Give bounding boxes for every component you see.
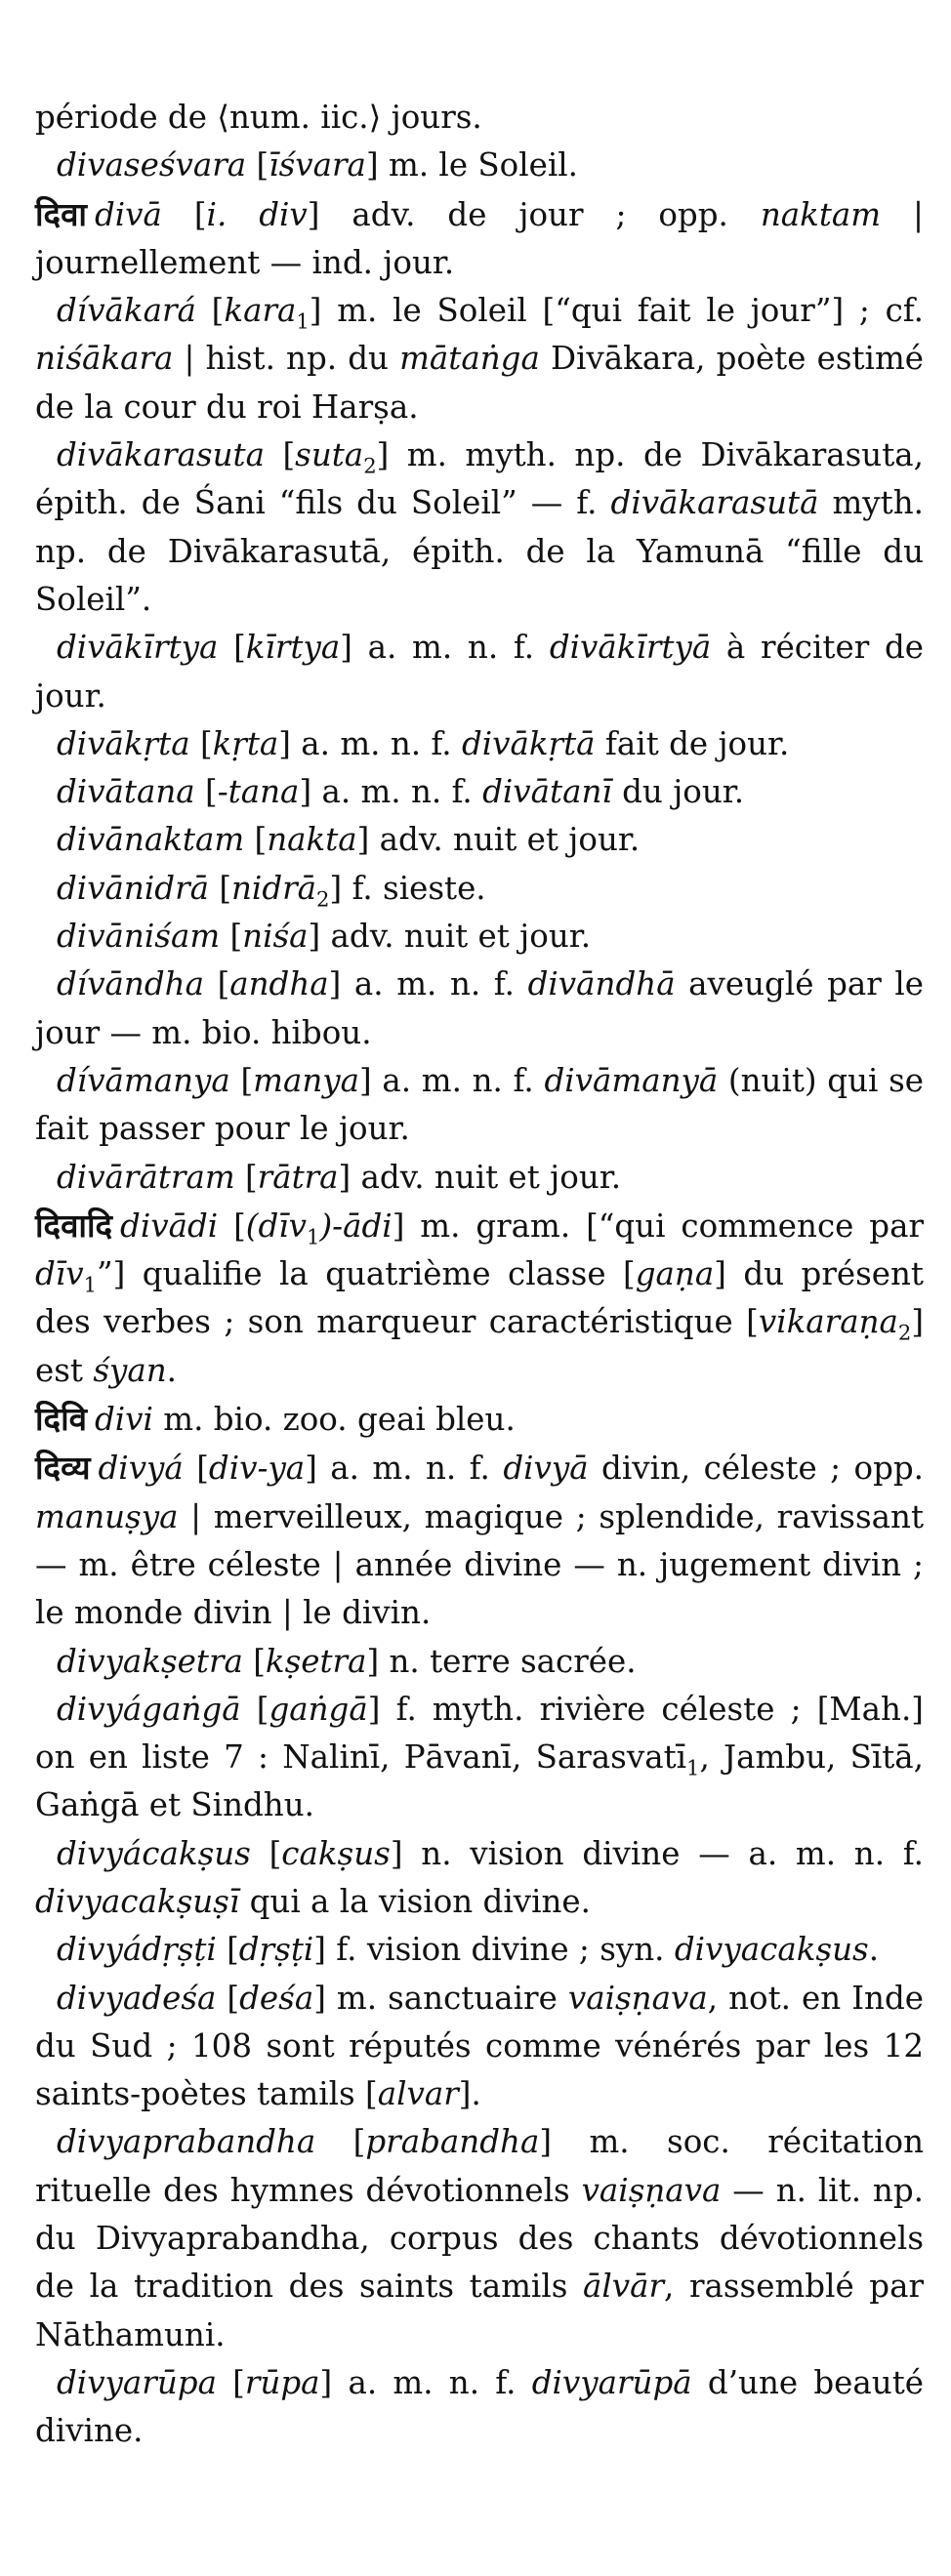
- entry-text: ] f. sieste.: [329, 869, 486, 907]
- entry-text: ] m. gram. [“qui commence par: [392, 1206, 924, 1245]
- entry-text: | hist. np. du: [173, 340, 400, 378]
- entry-text: [: [161, 195, 207, 233]
- italic-term: andha: [229, 965, 329, 1003]
- italic-term: kara: [224, 292, 297, 330]
- italic-term: nidrā: [231, 869, 317, 907]
- italic-term: divyá: [98, 1450, 184, 1488]
- italic-term: mātaṅga: [399, 340, 540, 378]
- italic-term: divyadeśa: [57, 1979, 217, 2017]
- entry-text: période de ⟨num. iic.⟩ jours.: [35, 99, 482, 136]
- devanagari-headword: दिवा: [35, 194, 87, 233]
- sub-entry: [35, 913, 924, 961]
- italic-term: divādi: [120, 1206, 219, 1245]
- entry-text: ] a. m. n. f.: [340, 629, 550, 667]
- italic-term: divākarasutā: [610, 484, 819, 522]
- entry-text: ] m. sanctuaire: [313, 1979, 568, 2017]
- entry-text: ] adv. nuit et jour.: [338, 1158, 622, 1196]
- sub-entry: [35, 1638, 924, 1686]
- italic-term: -tana: [217, 773, 300, 811]
- italic-term: alvar: [377, 2075, 459, 2113]
- italic-term: īśvara: [269, 146, 366, 184]
- entry-text: .: [166, 1351, 178, 1389]
- italic-term: dṛṣṭi: [238, 1931, 314, 1969]
- sub-entry: [35, 720, 924, 768]
- italic-term: dívāndha: [57, 965, 204, 1003]
- entry-text: , Jambu, Sītā, Gaṅgā et Sindhu.: [35, 1738, 924, 1824]
- italic-term: vikaraṇa: [758, 1303, 898, 1341]
- sub-entry: [35, 287, 924, 431]
- entry-text: m. bio. zoo. geai bleu.: [152, 1401, 516, 1439]
- italic-term: dívākará: [57, 292, 196, 330]
- entry-text: ] n. terre sacrée.: [366, 1642, 637, 1680]
- italic-term: divākīrtya: [57, 629, 219, 667]
- entry-text: [: [250, 1834, 282, 1872]
- entry-text: ] adv. nuit et jour.: [308, 918, 592, 956]
- sub-entry: [35, 816, 924, 864]
- sub-entry: [35, 431, 924, 624]
- italic-term: divānidrā: [57, 869, 209, 907]
- entry-text: [: [244, 821, 268, 859]
- entry-text: aveuglé par le jour — m. bio. hibou.: [35, 965, 925, 1051]
- entry-text: ] m. le Soleil.: [365, 146, 578, 184]
- italic-term: prabandha: [365, 2123, 540, 2161]
- entry-text: , not. en Inde du Sud ; 108 sont réputés comme vénérés par les 12 saints-poètes tamils [: [35, 1979, 925, 2113]
- italic-term: manya: [253, 1061, 360, 1099]
- italic-term: deśa: [239, 1979, 314, 2017]
- entry-text: ] n. vision divine — a. m. n. f.: [390, 1834, 924, 1872]
- italic-term: divāmanyā: [544, 1061, 719, 1099]
- italic-term: divāndhā: [527, 965, 676, 1003]
- italic-term: dívāmanya: [57, 1061, 230, 1099]
- italic-term: divārātram: [57, 1158, 235, 1196]
- italic-term: vaiṣṇava: [581, 2171, 722, 2209]
- entry-text: [: [195, 292, 225, 330]
- entry-text: ] du présent des verbes ; son marqueur caractéristique [: [35, 1255, 924, 1341]
- entry-text: [: [240, 1690, 269, 1728]
- italic-term: divyarūpa: [57, 2363, 217, 2401]
- italic-term: divaseśvara: [57, 146, 247, 184]
- italic-term: divākarasuta: [57, 436, 265, 474]
- sub-entry: [35, 865, 924, 913]
- entry-text: [: [216, 2363, 245, 2401]
- italic-term: divyácakṣus: [57, 1834, 251, 1872]
- homonym-index: 1: [307, 1224, 320, 1249]
- entry-text: [: [315, 2123, 366, 2161]
- entry-text: ] m. myth. np. de Divākarasuta, épith. de Śani “fils du Soleil” — f.: [35, 436, 925, 522]
- entry-text: d’une beauté divine.: [35, 2363, 924, 2450]
- italic-term: divākṛtā: [461, 724, 596, 762]
- italic-term: i. div: [206, 195, 308, 233]
- entry-text: ] f. myth. rivière céleste ; [Mah.] on en liste 7 : Nalinī, Pāvanī, Sarasvatī: [35, 1690, 924, 1777]
- sub-entry: [35, 768, 924, 816]
- entry-text: [: [208, 869, 231, 907]
- entry-text: [: [216, 1931, 239, 1969]
- entry-text: [: [194, 773, 218, 811]
- italic-term: rūpa: [244, 2363, 320, 2401]
- italic-term: divākṛta: [57, 724, 190, 762]
- italic-term: divyakṣetra: [57, 1642, 243, 1680]
- sub-entry: [35, 1926, 924, 1974]
- entry-text: qui a la vision divine.: [239, 1882, 591, 1920]
- entry-text: [: [246, 146, 269, 184]
- italic-term: dīv: [35, 1255, 84, 1293]
- entry-text: divin, céleste ; opp.: [588, 1450, 925, 1488]
- entry-text: du jour.: [611, 773, 745, 811]
- homonym-index: 1: [686, 1755, 700, 1780]
- italic-term: kīrtya: [245, 629, 341, 667]
- italic-term: suta: [295, 436, 364, 474]
- entry-text: ] adv. de jour ; opp.: [307, 195, 761, 233]
- entry-text: — n. lit. np. du Divyaprabandha, corpus des chants dévotionnels de la tradition des saints tamils: [35, 2171, 924, 2306]
- entry-text: [: [216, 1979, 240, 2017]
- entry-text: ] a. m. n. f.: [278, 724, 462, 762]
- italic-term: div-ya: [208, 1450, 306, 1488]
- italic-term: divātanī: [482, 773, 612, 811]
- entry-text: ] a. m. n. f.: [305, 1450, 504, 1488]
- italic-term: ālvār: [582, 2268, 665, 2306]
- italic-term: śyan: [93, 1351, 167, 1389]
- entry-text: ] adv. nuit et jour.: [356, 821, 641, 859]
- sub-entry: [35, 1057, 924, 1154]
- sub-entry: [35, 961, 924, 1057]
- entry-text: ] est: [35, 1303, 924, 1389]
- italic-term: divānaktam: [57, 821, 245, 859]
- entry-text: à réciter de jour.: [35, 629, 924, 715]
- entry-text: [: [229, 1061, 254, 1099]
- main-entry: [35, 190, 924, 288]
- italic-term: divyacakṣuṣī: [35, 1882, 240, 1920]
- entry-text: ] f. vision divine ; syn.: [313, 1931, 675, 1969]
- italic-term: divyádṛṣṭi: [57, 1931, 217, 1969]
- sub-entry: [35, 1975, 924, 2119]
- homonym-index: 1: [83, 1272, 97, 1297]
- entry-text: [: [234, 1158, 258, 1196]
- entry-text: ] a. m. n. f.: [299, 773, 483, 811]
- entry-text: (nuit) qui se fait passer pour le jour.: [35, 1061, 924, 1148]
- italic-term: nakta: [267, 821, 357, 859]
- entry-text: ”] qualifie la quatrième classe [: [97, 1255, 636, 1293]
- entry-text: ].: [458, 2075, 481, 2113]
- entry-text: [: [203, 965, 230, 1003]
- sub-entry: [35, 142, 924, 189]
- entry-text: | journellement — ind. jour.: [35, 195, 924, 281]
- homonym-index: 1: [296, 308, 310, 334]
- italic-term: )-ādi: [319, 1206, 393, 1245]
- italic-term: kṣetra: [265, 1642, 367, 1680]
- entry-text: ] a. m. n. f.: [319, 2363, 532, 2401]
- homonym-index: 2: [363, 453, 377, 478]
- entry-text: [: [189, 724, 213, 762]
- sub-entry: [35, 1830, 924, 1927]
- italic-term: divyarūpā: [531, 2363, 692, 2401]
- entry-text: .: [868, 1931, 880, 1969]
- devanagari-headword: दिवादि: [35, 1206, 113, 1245]
- entry-text: ] m. soc. récitation rituelle des hymnes dévotionnels: [35, 2123, 924, 2209]
- sub-entry: [35, 1686, 924, 1830]
- italic-term: rātra: [257, 1158, 339, 1196]
- homonym-index: 2: [316, 886, 330, 912]
- entry-text: fait de jour.: [595, 724, 790, 762]
- entry-text: [: [218, 629, 246, 667]
- italic-term: divyacakṣus: [674, 1931, 869, 1969]
- italic-term: niśa: [242, 918, 309, 956]
- italic-term: gaṅgā: [269, 1690, 368, 1728]
- italic-term: kṛta: [212, 724, 279, 762]
- entry-text: myth. np. de Divākarasutā, épith. de la Yamunā “fille du Soleil”.: [35, 484, 924, 618]
- entry-text: ] a. m. n. f.: [328, 965, 528, 1003]
- main-entry: [35, 1395, 924, 1444]
- sub-entry: [35, 2359, 924, 2456]
- entry-continuation: [35, 94, 924, 142]
- italic-term: divyaprabandha: [57, 2123, 316, 2161]
- entry-text: [: [183, 1450, 209, 1488]
- sub-entry: [35, 2118, 924, 2358]
- entry-text: , rassemblé par Nāthamuni.: [35, 2268, 924, 2353]
- entry-text: | merveilleux, magique ; splendide, ravissant — m. être céleste | année divine — n. jugement divin ; le monde divin | le divin.: [35, 1497, 924, 1632]
- main-entry: [35, 1202, 924, 1395]
- italic-term: divātana: [57, 773, 195, 811]
- italic-term: (dīv: [245, 1206, 308, 1245]
- italic-term: niśākara: [35, 340, 174, 378]
- italic-term: divākīrtyā: [549, 629, 712, 667]
- italic-term: divyágaṅgā: [57, 1690, 241, 1728]
- main-entry: [35, 1444, 924, 1637]
- italic-term: naktam: [760, 195, 882, 233]
- entry-text: [: [242, 1642, 266, 1680]
- entry-text: ] a. m. n. f.: [359, 1061, 545, 1099]
- italic-term: divi: [94, 1401, 153, 1439]
- italic-term: vaiṣṇava: [567, 1979, 708, 2017]
- entry-text: [: [218, 1206, 246, 1245]
- entry-text: [: [220, 918, 243, 956]
- devanagari-headword: दिव्य: [35, 1449, 91, 1488]
- devanagari-headword: दिवि: [35, 1400, 87, 1439]
- sub-entry: [35, 624, 924, 720]
- italic-term: cakṣus: [281, 1834, 391, 1872]
- entry-text: Divākara, poète estimé de la cour du roi Harṣa.: [35, 340, 924, 426]
- entry-text: [: [264, 436, 296, 474]
- italic-term: divāniśam: [57, 918, 221, 956]
- homonym-index: 2: [897, 1320, 912, 1345]
- italic-term: gaṇa: [635, 1255, 715, 1293]
- italic-term: manuṣya: [35, 1497, 179, 1535]
- entry-text: ] m. le Soleil [“qui fait le jour”] ; cf.: [309, 292, 925, 330]
- italic-term: divā: [94, 195, 162, 233]
- italic-term: divyā: [503, 1450, 589, 1488]
- sub-entry: [35, 1154, 924, 1202]
